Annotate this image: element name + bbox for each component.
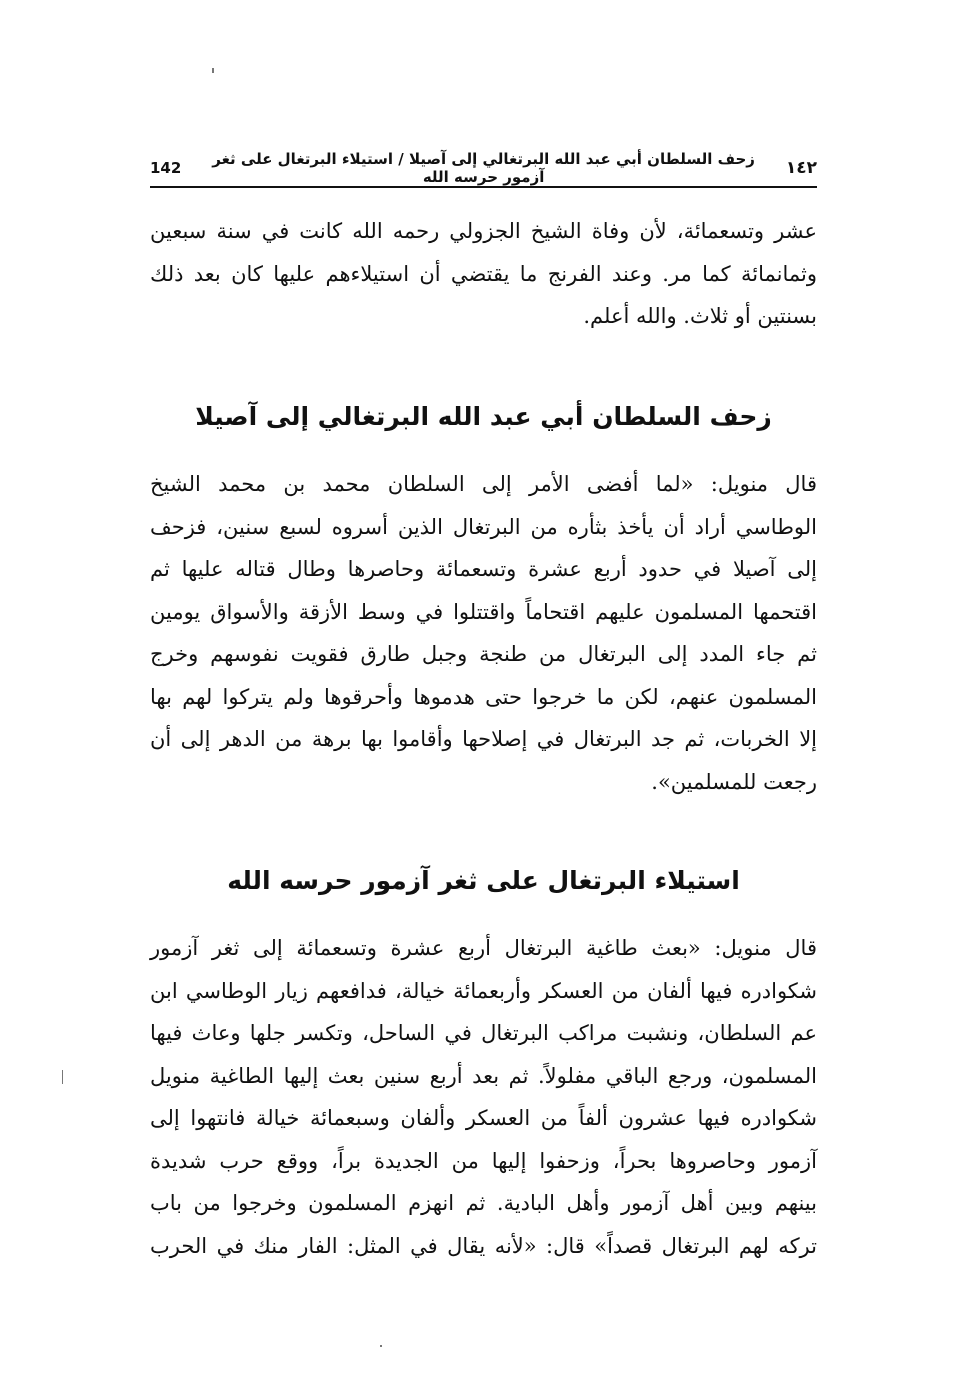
page-number-arabic: ١٤٢ — [785, 158, 817, 178]
section-heading-azemmour: استيلاء البرتغال على ثغر آزمور حرسه الله — [227, 866, 740, 895]
text-line: ثم جاء المدد إلى البرتغال من طنجة وجبل طارق فقويت نفوسهم وخرج — [150, 642, 817, 666]
text-line: تركه لهم البرتغال قصداً» قال: «لأنه يقال في المثل: الفار منك في الحرب — [150, 1233, 817, 1258]
text-line: بسنتين أو ثلاث. والله أعلم. — [583, 304, 817, 328]
text-line: قال منويل: «بعث طاغية البرتغال أربع عشرة وتسعمائة إلى ثغر آزمور — [150, 936, 817, 960]
text-line: الوطاسي أراد أن يأخذ بثأره من البرتغال الذين أسروه لسبع سنين، فزحف — [150, 514, 817, 539]
text-line: المسلمون عنهم، لكن ما خرجوا حتى هدموها وأحرقوها ولم يتركوا لهم بها — [150, 684, 817, 709]
section-heading-asilah: زحف السلطان أبي عبد الله البرتغالي إلى آصيلا — [195, 402, 772, 431]
text-line: بينهم وبين أهل آزمور وأهل البادية. ثم انهزم المسلمون وخرجوا من باب — [150, 1191, 817, 1215]
section-asilah-paragraph — [150, 463, 817, 803]
text-line: إلا الخربات، ثم جد البرتغال في إصلاحها وأقاموا بها برهة من الدهر إلى أن — [150, 727, 817, 751]
scan-speck — [62, 1070, 63, 1084]
text-line: عشر وتسعمائة، لأن وفاة الشيخ الجزولي رحمه الله كانت في سنة سبعين — [150, 219, 817, 243]
running-title: زحف السلطان أبي عبد الله البرتغالي إلى آصيلا / استيلاء البرتغال على ثغر آزمور حرسه الله — [212, 150, 755, 186]
text-line: اقتحمها المسلمون عليهم اقتحاماً واقتتلوا في وسط الأزقة والأسواق يومين — [150, 599, 817, 624]
text-line: شكوادره فيها ألفان من العسكر وأربعمائة خيالة، فدافعهم زيار الوطاسي ابن — [150, 978, 817, 1003]
text-line: المسلمون، ورجع الباقي مفلولاً. ثم بعد أربع سنين بعث إليها الطاغية منويل — [150, 1063, 817, 1088]
scan-speck — [212, 68, 214, 73]
text-line: شكوادره فيها عشرون ألفاً من العسكر وألفان وسبعمائة خيالة فانتهوا إلى — [150, 1106, 817, 1130]
scan-speck — [380, 1345, 382, 1347]
text-line: آزمور وحاصروها بحراً، وزحفوا إليها من الجديدة براً، ووقع حرب شديدة — [150, 1148, 817, 1173]
text-line: رجعت للمسلمين». — [651, 769, 817, 794]
text-line: قال منويل: «لما أفضى الأمر إلى السلطان محمد بن محمد الشيخ — [150, 472, 817, 496]
intro-paragraph — [150, 210, 817, 338]
running-header — [150, 150, 817, 188]
page-number-latin: 142 — [150, 159, 182, 177]
text-line: عم السلطان، ونشبت مراكب البرتغال في الساحل، وتكسر جلها وعاث فيها — [150, 1021, 817, 1045]
section-azemmour-paragraph — [150, 927, 817, 1267]
text-line: إلى آصيلا في حدود أربع عشرة وتسعمائة وحاصرها وطال قتاله عليها ثم — [150, 557, 817, 581]
text-line: وثمانمائة كما مر. وعند الفرنج ما يقتضي أن استيلاءهم عليها كان بعد ذلك — [150, 261, 817, 286]
